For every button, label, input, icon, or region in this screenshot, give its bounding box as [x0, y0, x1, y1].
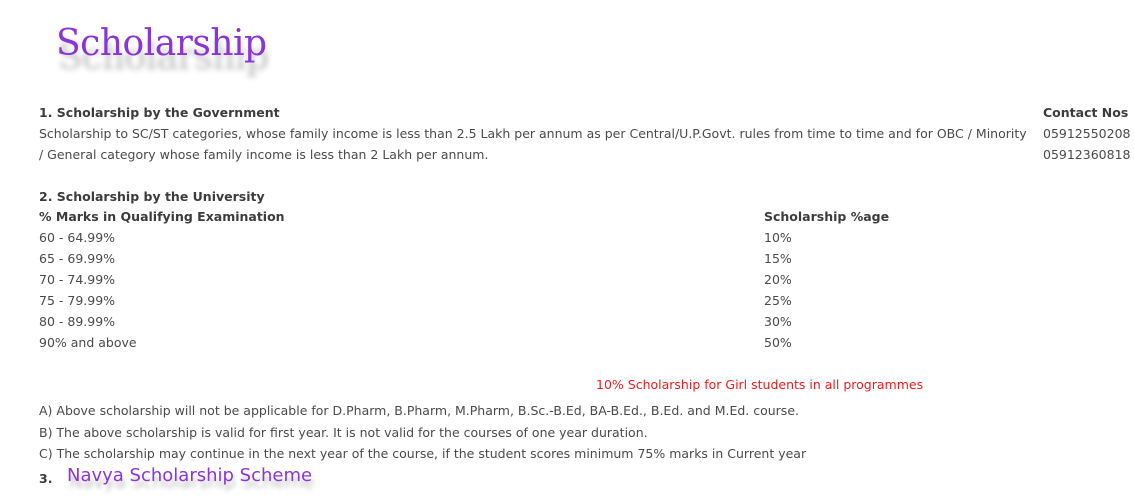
girls-scholarship-note: 10% Scholarship for Girl students in all programmes — [596, 377, 924, 392]
scholarship-cell: 30% — [764, 314, 792, 329]
note-c: C) The scholarship may continue in the next year of the course, if the student scores minimum 75% marks in Current year — [39, 446, 807, 461]
marks-cell: 60 - 64.99% — [39, 230, 116, 245]
scholarship-table — [39, 206, 889, 353]
marks-cell: 75 - 79.99% — [39, 293, 116, 308]
table-row — [39, 248, 889, 269]
table-row — [39, 269, 889, 290]
scholarship-cell: 10% — [764, 230, 792, 245]
scholarship-cell: 25% — [764, 293, 792, 308]
navya-number: 3. — [39, 471, 53, 486]
table-header-row — [39, 206, 889, 227]
table-row — [39, 290, 889, 311]
scholarship-cell: 50% — [764, 335, 792, 350]
contact-block — [1043, 102, 1134, 165]
contact-heading: Contact Nos — [1043, 105, 1129, 120]
government-heading: 1. Scholarship by the Government — [39, 105, 280, 120]
table-row — [39, 311, 889, 332]
university-heading: 2. Scholarship by the University — [39, 189, 265, 204]
contact-number-1: 05912550208 — [1043, 126, 1131, 141]
scholarship-cell: 15% — [764, 251, 792, 266]
table-row — [39, 332, 889, 353]
marks-cell: 65 - 69.99% — [39, 251, 116, 266]
contact-number-2: 05912360818 — [1043, 147, 1131, 162]
marks-cell: 70 - 74.99% — [39, 272, 116, 287]
table-row — [39, 227, 889, 248]
column-header-marks: % Marks in Qualifying Examination — [39, 209, 285, 224]
page-title: Scholarship — [56, 23, 267, 64]
government-description: Scholarship to SC/ST categories, whose family income is less than 2.5 Lakh per annum as per Central/U.P.Govt. rules from time to time and for OBC / Minority / General category whose family income is less than 2 Lakh per annum. — [39, 126, 1027, 162]
navya-scholarship-link[interactable]: Navya Scholarship Scheme — [67, 465, 313, 486]
scholarship-cell: 20% — [764, 272, 792, 287]
note-b: B) The above scholarship is valid for first year. It is not valid for the courses of one year duration. — [39, 425, 648, 440]
marks-cell: 90% and above — [39, 335, 137, 350]
marks-cell: 80 - 89.99% — [39, 314, 116, 329]
note-a: A) Above scholarship will not be applicable for D.Pharm, B.Pharm, M.Pharm, B.Sc.-B.Ed, BA-B.Ed., B.Ed. and M.Ed. course. — [39, 403, 799, 418]
column-header-scholarship: Scholarship %age — [764, 209, 890, 224]
